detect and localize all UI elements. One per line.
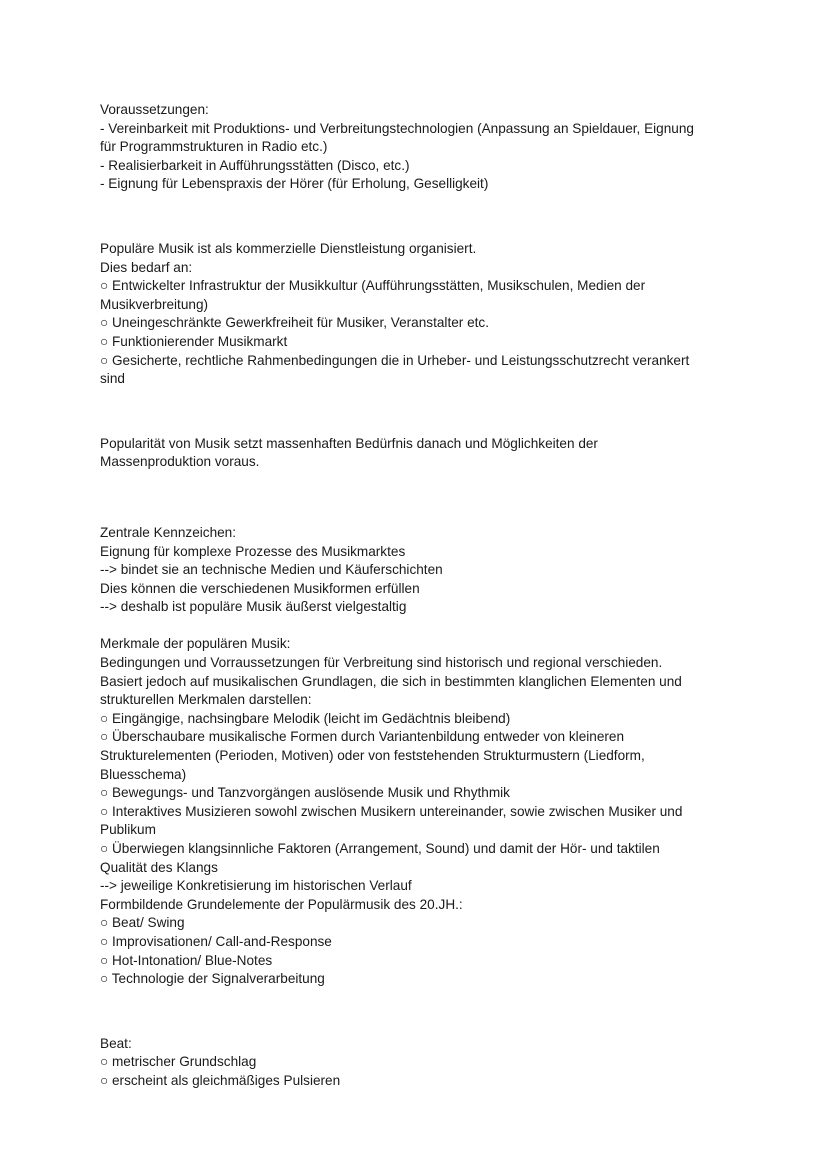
text-line: Basiert jedoch auf musikalischen Grundlagen, die sich in bestimmten klanglichen Elementen und <box>100 673 682 689</box>
spacer <box>100 472 728 524</box>
text-line: Musikverbreitung) <box>100 296 209 312</box>
spacer <box>100 389 728 435</box>
text-line: Dies bedarf an: <box>100 259 193 275</box>
section-merkmale <box>100 635 728 988</box>
text-line: Qualität des Klangs <box>100 859 218 875</box>
text-line: --> deshalb ist populäre Musik äußerst vielgestaltig <box>100 599 407 615</box>
text-line: Publikum <box>100 822 156 838</box>
text-line: - Realisierbarkeit in Aufführungsstätten (Disco, etc.) <box>100 157 410 173</box>
document-page <box>100 101 728 1091</box>
bullet-item: ○ Technologie der Signalverarbeitung <box>100 971 325 987</box>
bullet-item: ○ Hot-Intonation/ Blue-Notes <box>100 952 273 968</box>
text-line: Bedingungen und Vorraussetzungen für Verbreitung sind historisch und regional verschieden. <box>100 655 663 671</box>
bullet-item: ○ Entwickelter Infrastruktur der Musikkultur (Aufführungsstätten, Musikschulen, Medien der <box>100 278 646 294</box>
spacer <box>100 617 728 636</box>
bullet-item: ○ Eingängige, nachsingbare Melodik (leicht im Gedächtnis bleibend) <box>100 710 511 726</box>
text-line: für Programmstrukturen in Radio etc.) <box>100 139 328 155</box>
section-heading: Zentrale Kennzeichen: <box>100 524 237 540</box>
section-voraussetzungen <box>100 101 728 194</box>
spacer <box>100 989 728 1035</box>
text-line: Massenproduktion voraus. <box>100 454 260 470</box>
bullet-item: ○ Überwiegen klangsinnliche Faktoren (Arrangement, Sound) und damit der Hör- und taktilen <box>100 841 660 856</box>
bullet-item: ○ metrischer Grundschlag <box>100 1054 257 1070</box>
text-line: Popularität von Musik setzt massenhaften Bedürfnis danach und Möglichkeiten der <box>100 435 598 451</box>
section-heading: Merkmale der populären Musik: <box>100 636 291 652</box>
text-line: Eignung für komplexe Prozesse des Musikmarktes <box>100 543 406 559</box>
text-line: Bluesschema) <box>100 766 187 782</box>
section-heading: Beat: <box>100 1035 132 1051</box>
bullet-item: ○ Uneingeschränkte Gewerkfreiheit für Musiker, Veranstalter etc. <box>100 315 490 331</box>
bullet-item: ○ Bewegungs- und Tanzvorgängen auslösende Musik und Rhythmik <box>100 785 510 801</box>
text-line: Strukturelementen (Perioden, Motiven) oder von feststehenden Strukturmustern (Liedform, <box>100 748 645 764</box>
text-line: - Eignung für Lebenspraxis der Hörer (für Erholung, Geselligkeit) <box>100 176 489 192</box>
text-line: --> jeweilige Konkretisierung im historischen Verlauf <box>100 878 412 894</box>
text-line: sind <box>100 371 125 387</box>
section-dienstleistung <box>100 240 728 389</box>
text-line: Populäre Musik ist als kommerzielle Dienstleistung organisiert. <box>100 240 477 256</box>
section-zentrale-kennzeichen <box>100 524 728 617</box>
bullet-item: ○ Beat/ Swing <box>100 915 185 931</box>
spacer <box>100 194 728 240</box>
text-line: --> bindet sie an technische Medien und Käuferschichten <box>100 562 443 578</box>
bullet-item: ○ erscheint als gleichmäßiges Pulsieren <box>100 1072 341 1088</box>
bullet-item: ○ Gesicherte, rechtliche Rahmenbedingungen die in Urheber- und Leistungsschutzrecht verankert <box>100 352 690 368</box>
text-line: Formbildende Grundelemente der Populärmusik des 20.JH.: <box>100 896 463 912</box>
bullet-item: ○ Funktionierender Musikmarkt <box>100 333 288 349</box>
section-popularitaet <box>100 435 728 472</box>
bullet-item: ○ Interaktives Musizieren sowohl zwischen Musikern untereinander, sowie zwischen Musiker und <box>100 803 683 819</box>
text-line: strukturellen Merkmalen darstellen: <box>100 692 312 708</box>
section-heading: Voraussetzungen: <box>100 102 209 117</box>
text-line: - Vereinbarkeit mit Produktions- und Verbreitungstechnologien (Anpassung an Spieldauer, Eignung <box>100 120 694 136</box>
text-line: Dies können die verschiedenen Musikformen erfüllen <box>100 580 420 596</box>
bullet-item: ○ Improvisationen/ Call-and-Response <box>100 933 332 949</box>
bullet-item: ○ Überschaubare musikalische Formen durch Variantenbildung entweder von kleineren <box>100 729 625 745</box>
section-beat <box>100 1035 728 1091</box>
